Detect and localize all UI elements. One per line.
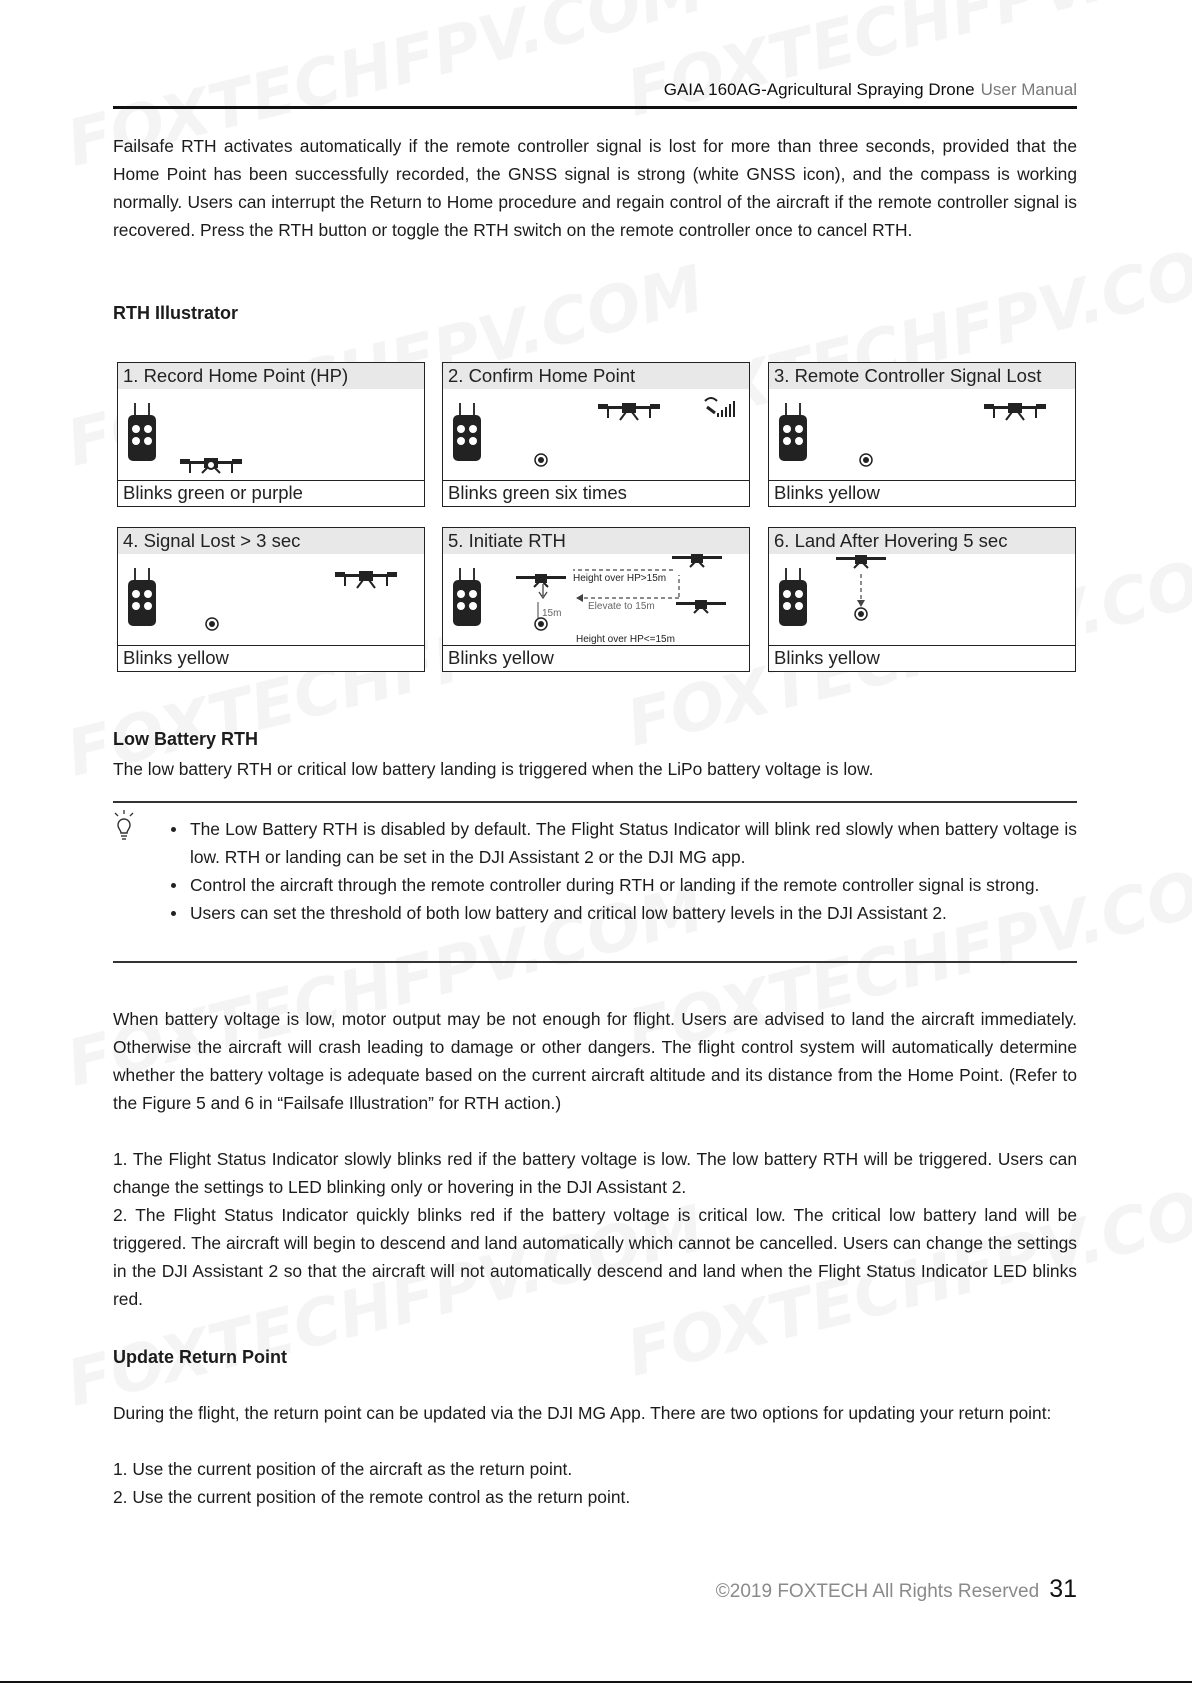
panel-caption: Blinks yellow [769,645,1075,671]
running-header [664,80,1077,100]
drone-icon [335,571,397,588]
drone-icon [516,574,566,587]
lightbulb-icon [113,810,135,842]
page-footer [716,1575,1077,1604]
header-subtitle: User Manual [980,80,1077,99]
footer-copyright: ©2019 FOXTECH All Rights Reserved [715,1581,1040,1602]
tip-item: The Low Battery RTH is disabled by default. The Flight Status Indicator will blink red slowly when battery voltage is low. RTH or landing can be set in the DJI Assistant 2 or the DJI MG app. [190,815,1077,871]
tip-bottom-rule [113,961,1077,963]
rth-panel-6 [768,527,1076,672]
remote-controller-icon [779,403,807,461]
page-number: 31 [1049,1575,1077,1603]
elevate-label: Elevate to 15m [588,601,655,612]
low-battery-point-1: 1. The Flight Status Indicator slowly blinks red if the battery voltage is low. The low battery RTH will be triggered. Users can change the settings to LED blinking only or hovering in the DJI Assistant 2. [113,1149,1077,1197]
rth-panel-1 [117,362,425,507]
bottom-rule [0,1681,1192,1683]
update-return-point-intro: During the flight, the return point can be updated via the DJI MG App. There are two options for updating your return point: [113,1403,1052,1423]
panel-illustration [443,389,748,481]
drone-icon [984,403,1046,420]
drone-icon [672,554,722,567]
tip-item: Control the aircraft through the remote controller during RTH or landing if the remote controller signal is strong. [190,871,1077,899]
panel-illustration [443,554,748,646]
low-battery-point-2: 2. The Flight Status Indicator quickly blinks red if the battery voltage is critical low. The critical low battery land will be triggered. The aircraft will begin to descend and land automatically which cannot be cancelled. Users can change the settings in the DJI Assistant 2 so that the aircraft will not automatically descend and land when the Flight Status Indicator LED blinks red. [113,1205,1077,1309]
low-battery-body: When battery voltage is low, motor output may be not enough for flight. Users are advised to land the aircraft immediately. Otherwise the aircraft will crash leading to damage or other dangers. The flight control system will automatically determine whether the battery voltage is adequate based on the current aircraft altitude and its distance from the Home Point. (Refer to the Figure 5 and 6 in “Failsafe Illustration” for RTH action.) [113,1009,1077,1113]
rth-panel-5 [442,527,750,672]
rth-panel-2 [442,362,750,507]
home-point-marker [855,608,867,620]
home-point-marker [206,618,218,630]
drone-icon [676,600,726,613]
panel-title: 4. Signal Lost > 3 sec [118,528,424,554]
intro-paragraph: Failsafe RTH activates automatically if the remote controller signal is lost for more than three seconds, provided that the Home Point has been successfully recorded, the GNSS signal is strong (white GNSS icon), and the compass is working normally. Users can interrupt the Return to Home procedure and regain control of the aircraft if the remote controller signal is recovered. Press the RTH button or toggle the RTH switch on the remote controller once to cancel RTH. [113,136,1077,240]
panel-caption: Blinks yellow [769,480,1075,506]
panel-illustration [118,389,423,481]
panel-caption: Blinks green six times [443,480,749,506]
height-over-label: Height over HP>15m [573,573,667,584]
header-title: GAIA 160AG-Agricultural Spraying Drone [663,80,975,99]
panel-caption: Blinks green or purple [118,480,424,506]
tip-item: Users can set the threshold of both low battery and critical low battery levels in the DJI Assistant 2. [190,899,1077,927]
drone-icon [180,458,242,473]
gnss-signal-icon [705,398,735,417]
tip-top-rule [113,801,1077,803]
home-point-marker [535,454,547,466]
header-rule [113,106,1077,109]
remote-controller-icon [128,568,156,626]
drone-icon [836,555,886,568]
remote-controller-icon [128,403,156,461]
update-return-point-heading: Update Return Point [113,1347,287,1367]
home-point-marker [860,454,872,466]
panel-illustration [769,389,1074,481]
panel-title: 2. Confirm Home Point [443,363,749,389]
drone-icon [598,403,660,420]
rth-panel-3 [768,362,1076,507]
tips-list [190,815,1077,927]
panel-title: 1. Record Home Point (HP) [118,363,424,389]
remote-controller-icon [453,403,481,461]
panel-illustration [769,554,1074,646]
panel-caption: Blinks yellow [118,645,424,671]
arrow-down-icon [857,600,865,607]
distance-label: 15m [542,608,562,619]
remote-controller-icon [779,568,807,626]
panel-caption: Blinks yellow [443,645,749,671]
remote-controller-icon [453,568,481,626]
panel-title: 3. Remote Controller Signal Lost [769,363,1075,389]
rth-illustrator-heading: RTH Illustrator [113,303,239,323]
panel-title: 6. Land After Hovering 5 sec [769,528,1075,554]
height-under-label: Height over HP<=15m [576,634,675,645]
home-point-marker [535,618,547,630]
rth-panel-4 [117,527,425,672]
arrow-left-icon [576,594,583,602]
update-option-2: 2. Use the current position of the remote control as the return point. [113,1487,631,1507]
update-option-1: 1. Use the current position of the aircraft as the return point. [113,1459,573,1479]
low-battery-intro: The low battery RTH or critical low battery landing is triggered when the LiPo battery voltage is low. [113,759,874,779]
low-battery-heading: Low Battery RTH [113,729,259,749]
panel-illustration [118,554,423,646]
panel-title: 5. Initiate RTH [443,528,749,554]
